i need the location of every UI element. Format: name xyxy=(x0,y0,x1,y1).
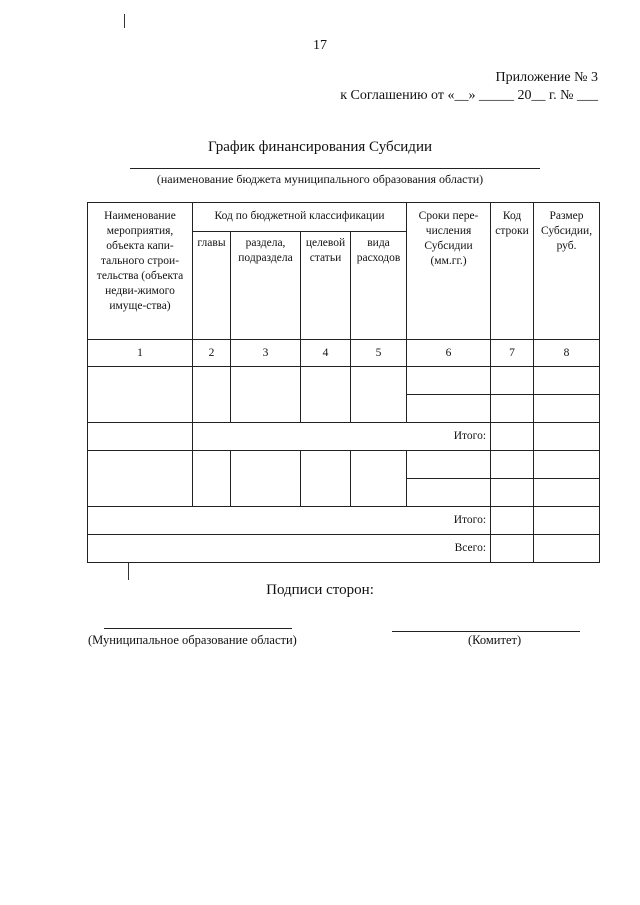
chapter-cell xyxy=(193,451,231,507)
column-number: 5 xyxy=(351,340,407,367)
terms-cell xyxy=(407,395,491,423)
budget-name-line xyxy=(130,168,540,169)
budget-caption: (наименование бюджета муниципального образования области) xyxy=(156,172,484,186)
column-number: 2 xyxy=(193,340,231,367)
header-classification-group: Код по бюджетной классификации xyxy=(193,203,407,232)
column-number: 7 xyxy=(491,340,534,367)
terms-cell xyxy=(407,451,491,479)
target-cell xyxy=(301,367,351,423)
terms-cell xyxy=(407,367,491,395)
line-code-cell xyxy=(491,451,534,479)
column-number: 3 xyxy=(231,340,301,367)
signatures-title: Подписи сторон: xyxy=(266,582,374,598)
agreement-reference: к Соглашению от «__» _____ 20__ г. № ___ xyxy=(340,88,598,103)
subtotal-label: Итого: xyxy=(193,423,491,451)
subtotal-row xyxy=(88,507,600,535)
column-numbers-row xyxy=(88,340,600,367)
section-cell xyxy=(231,451,301,507)
line-code-cell xyxy=(491,507,534,535)
subtotal-row xyxy=(88,423,600,451)
amount-cell xyxy=(534,367,600,395)
chapter-cell xyxy=(193,367,231,423)
line-code-cell xyxy=(491,423,534,451)
amount-cell xyxy=(534,395,600,423)
header-target: целевой статьи xyxy=(301,232,351,340)
amount-cell xyxy=(534,451,600,479)
header-line-code: Код строки xyxy=(491,203,534,340)
object-name-cell xyxy=(88,367,193,423)
column-number: 8 xyxy=(534,340,600,367)
line-code-cell xyxy=(491,535,534,563)
subtotal-blank-cell xyxy=(88,423,193,451)
grand-total-label: Всего: xyxy=(88,535,491,563)
signature-line-committee xyxy=(392,631,580,632)
object-name-cell xyxy=(88,451,193,507)
signature-line-municipality xyxy=(104,628,292,629)
page-number: 17 xyxy=(313,38,327,53)
header-chapter: главы xyxy=(193,232,231,340)
header-expense: вида расходов xyxy=(351,232,407,340)
signature-caption-municipality: (Муниципальное образование области) xyxy=(88,633,297,647)
signature-caption-committee: (Комитет) xyxy=(468,633,522,647)
amount-cell xyxy=(534,535,600,563)
document-title: График финансирования Субсидии xyxy=(208,139,432,155)
line-code-cell xyxy=(491,395,534,423)
appendix-label: Приложение № 3 xyxy=(495,70,598,85)
column-number: 6 xyxy=(407,340,491,367)
table-row xyxy=(88,451,600,479)
table-row xyxy=(88,367,600,395)
amount-cell xyxy=(534,507,600,535)
terms-cell xyxy=(407,479,491,507)
header-name: Наименование мероприятия, объекта капи-тального строи-тельства (объекта недви-жимого имуще-ства) xyxy=(88,203,193,340)
line-code-cell xyxy=(491,367,534,395)
scan-mark-middle xyxy=(128,562,129,580)
target-cell xyxy=(301,451,351,507)
header-amount: Размер Субсидии, руб. xyxy=(534,203,600,340)
expense-cell xyxy=(351,451,407,507)
amount-cell xyxy=(534,423,600,451)
subtotal-label: Итого: xyxy=(88,507,491,535)
amount-cell xyxy=(534,479,600,507)
expense-cell xyxy=(351,367,407,423)
column-number: 4 xyxy=(301,340,351,367)
table-header-row xyxy=(88,203,600,232)
header-section: раздела, подраздела xyxy=(231,232,301,340)
column-number: 1 xyxy=(88,340,193,367)
section-cell xyxy=(231,367,301,423)
header-terms: Сроки пере-числения Субсидии (мм.гг.) xyxy=(407,203,491,340)
financing-table xyxy=(87,202,600,563)
grand-total-row xyxy=(88,535,600,563)
line-code-cell xyxy=(491,479,534,507)
scan-mark-top xyxy=(124,14,125,28)
